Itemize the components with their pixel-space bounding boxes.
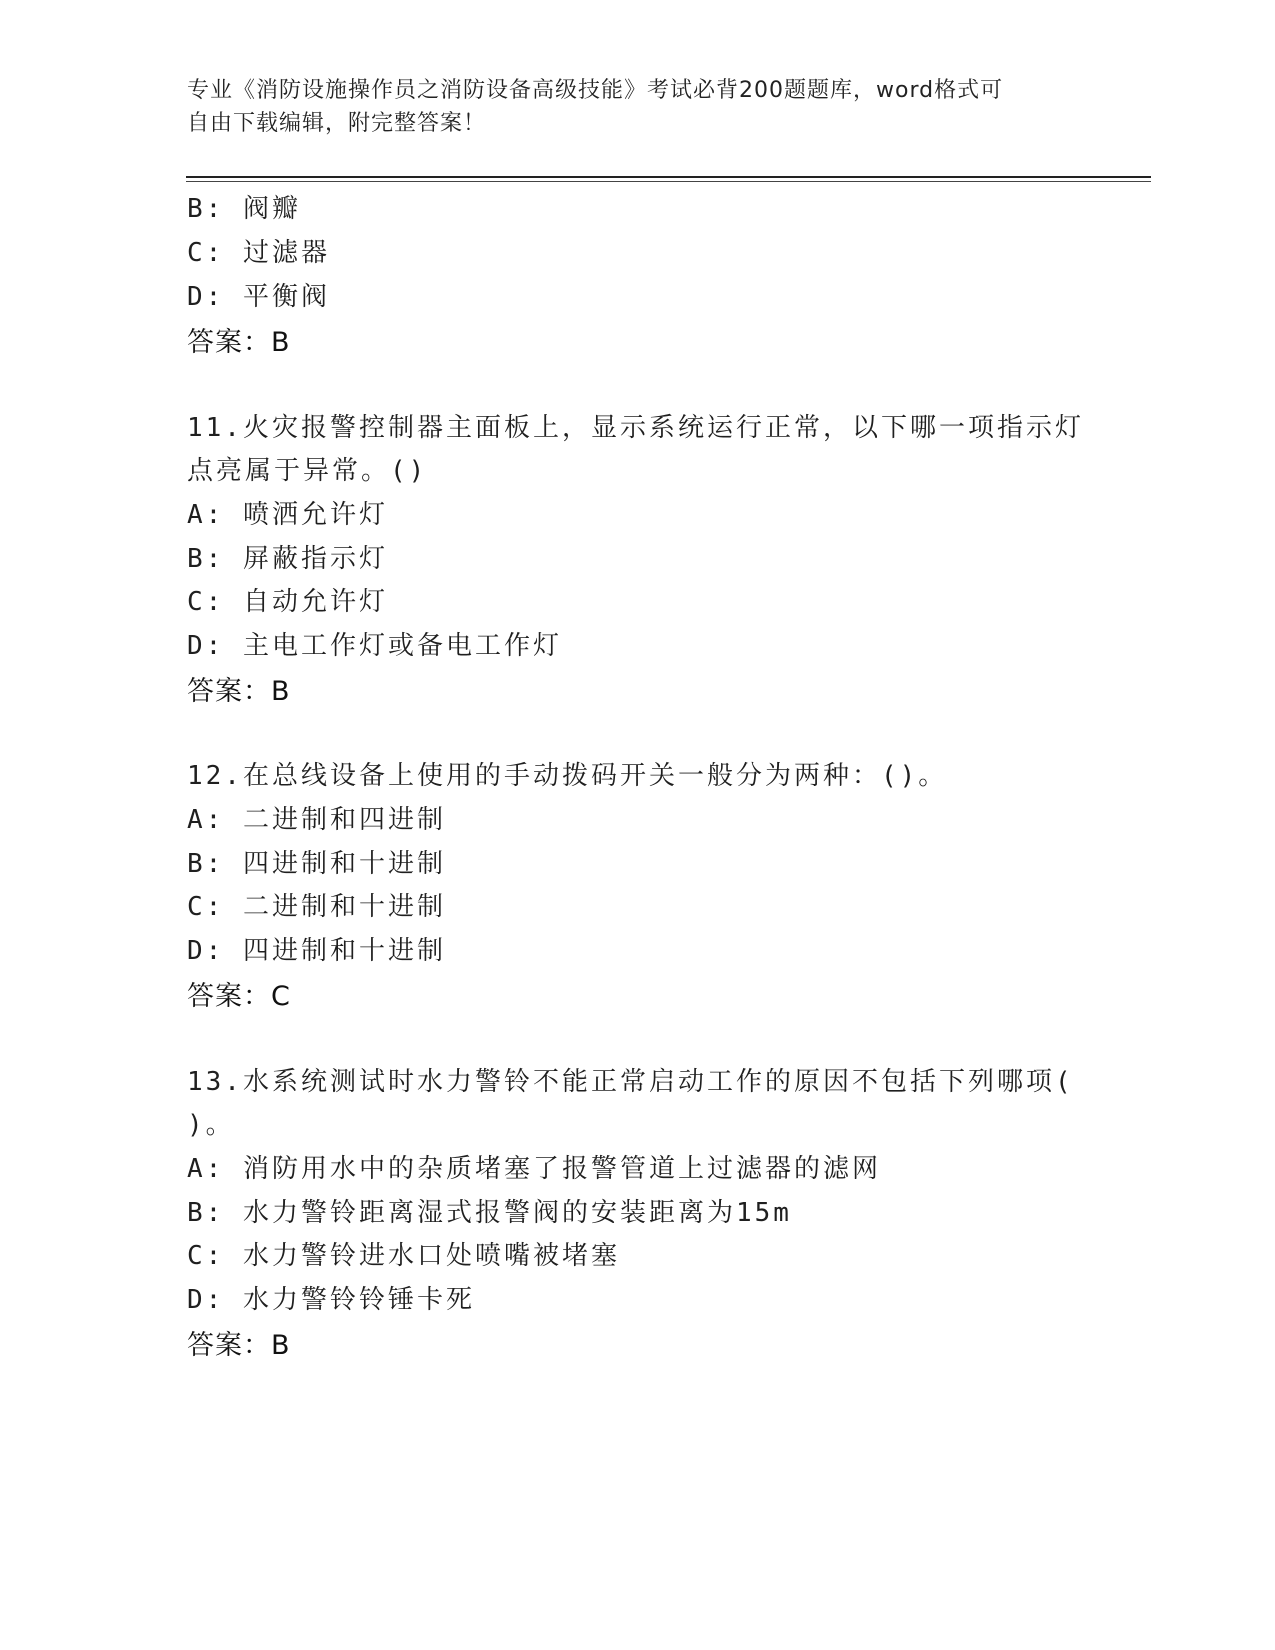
option-b: B: 阀瓣 xyxy=(187,194,301,224)
header-line-2: 自由下载编辑，附完整答案！ xyxy=(187,111,487,136)
option-a: A: 喷洒允许灯 xyxy=(187,500,388,530)
option-d: D: 四进制和十进制 xyxy=(187,936,446,966)
question-stem-line-1: 12.在总线设备上使用的手动拨码开关一般分为两种：()。 xyxy=(187,761,948,791)
question-stem-line-1: 11.火灾报警控制器主面板上，显示系统运行正常，以下哪一项指示灯 xyxy=(187,413,1084,443)
answer-label: 答案：C xyxy=(187,981,291,1012)
question-stem-line-2: 点亮属于异常。() xyxy=(187,456,428,486)
option-c: C: 自动允许灯 xyxy=(187,587,388,617)
option-c: C: 水力警铃进水口处喷嘴被堵塞 xyxy=(187,1241,620,1271)
option-c: C: 二进制和十进制 xyxy=(187,892,446,922)
option-a: A: 二进制和四进制 xyxy=(187,805,446,835)
option-b: B: 四进制和十进制 xyxy=(187,849,446,879)
document-header xyxy=(187,74,1087,140)
header-line-1: 专业《消防设施操作员之消防设备高级技能》考试必背200题题库，word格式可 xyxy=(187,78,1004,103)
question-stem-line-1: 13.水系统测试时水力警铃不能正常启动工作的原因不包括下列哪项( xyxy=(187,1067,1074,1097)
option-d: D: 水力警铃铃锤卡死 xyxy=(187,1285,475,1315)
option-d: D: 平衡阀 xyxy=(187,282,330,312)
answer-label: 答案：B xyxy=(187,1330,291,1361)
answer-label: 答案：B xyxy=(187,327,291,358)
option-b: B: 水力警铃距离湿式报警阀的安装距离为15m xyxy=(187,1198,792,1228)
header-divider-thick xyxy=(186,176,1151,178)
option-b: B: 屏蔽指示灯 xyxy=(187,544,388,574)
option-a: A: 消防用水中的杂质堵塞了报警管道上过滤器的滤网 xyxy=(187,1154,881,1184)
option-c: C: 过滤器 xyxy=(187,238,330,268)
answer-label: 答案：B xyxy=(187,676,291,707)
question-stem-line-2: )。 xyxy=(187,1110,235,1140)
header-divider-thin xyxy=(186,181,1151,182)
option-d: D: 主电工作灯或备电工作灯 xyxy=(187,631,562,661)
